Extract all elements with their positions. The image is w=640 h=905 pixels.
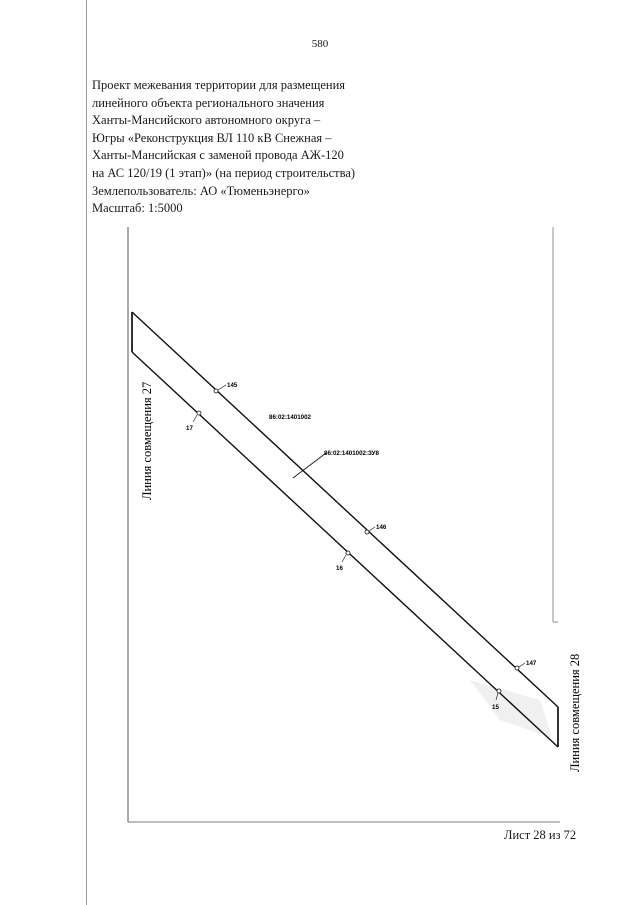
survey-point-16: [346, 551, 350, 555]
land-user-line: Землепользователь: АО «Тюменьэнерго»: [92, 183, 310, 198]
title-line-2: линейного объекта регионального значения: [92, 95, 325, 110]
survey-point-147: [515, 666, 519, 670]
title-line-3: Ханты-Мансийского автономного округа –: [92, 113, 321, 128]
point-146-leader: [369, 527, 375, 531]
point-label-147: 147: [526, 660, 537, 667]
title-line-1: Проект межевания территории для размещения: [92, 78, 346, 92]
survey-point-15: [497, 689, 501, 693]
survey-point-17: [197, 411, 201, 415]
point-label-15: 15: [492, 704, 499, 711]
title-line-5: Ханты-Мансийская с заменой провода АЖ-120: [92, 148, 344, 163]
match-line-right-caption: Линия совмещения 28: [568, 653, 582, 772]
scale-line: Масштаб: 1:5000: [92, 201, 183, 216]
point-16-leader: [342, 555, 346, 562]
title-line-4: Югры «Реконструкция ВЛ 110 кВ Снежная –: [92, 130, 332, 145]
point-145-leader: [218, 385, 226, 390]
survey-point-146: [365, 530, 369, 534]
point-147-leader: [519, 663, 525, 667]
upper-boundary-line: [132, 312, 558, 707]
point-label-17: 17: [186, 425, 193, 432]
page-number: 580: [311, 38, 329, 50]
lower-boundary-line: [132, 352, 558, 747]
point-label-16: 16: [336, 565, 343, 572]
point-label-146: 146: [376, 524, 387, 531]
match-line-left-caption: Линия совмещения 27: [140, 381, 154, 500]
zone-cadastral-label: 86:02:1401002:ЗУ8: [324, 450, 379, 457]
survey-point-145: [214, 389, 218, 393]
sheet-counter: Лист 28 из 72: [504, 828, 577, 842]
parcel-cadastral-label: 86:02:1401002: [269, 414, 311, 421]
point-label-145: 145: [227, 382, 238, 389]
point-17-leader: [193, 415, 197, 422]
title-line-6: на АС 120/19 (1 этап)» (на период строительства): [92, 165, 356, 180]
